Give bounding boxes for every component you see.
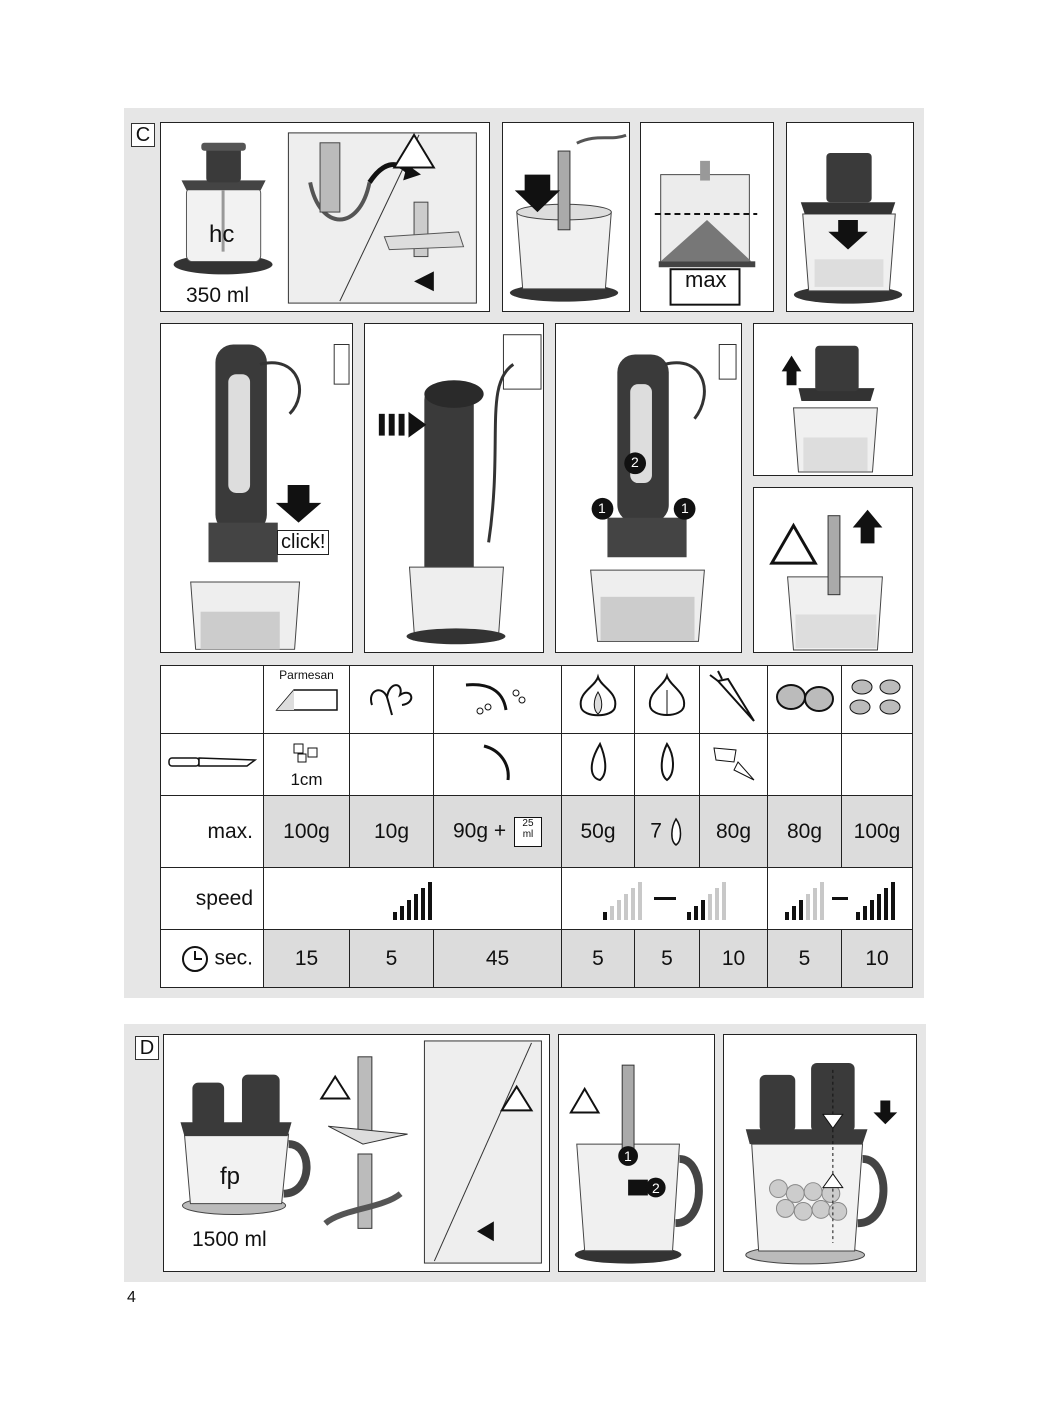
time-row-text: sec.	[214, 946, 253, 970]
panel-fp-insert-blade	[558, 1034, 715, 1272]
max-row-label: max.	[161, 796, 264, 868]
cube-pieces-icon	[290, 740, 324, 764]
hc-bowl-illustration	[161, 123, 489, 311]
chili-half-icon	[478, 740, 518, 784]
max-value-chili-amount: 90g +	[453, 819, 507, 843]
knife-cell	[161, 734, 264, 796]
speed-row-label: speed	[161, 868, 264, 930]
release-step-1-right: 1	[681, 500, 689, 516]
knife-icon	[167, 752, 257, 772]
panel-hc-bowl	[160, 122, 490, 312]
time-value-cheese: 15	[264, 930, 350, 988]
max-value-almond: 100g	[842, 796, 913, 868]
panel-lift-lid	[753, 323, 913, 476]
ingredient-name-parmesan: Parmesan	[279, 667, 334, 682]
hc-bowl-label: hc	[209, 221, 235, 248]
max-value-garlic	[635, 796, 700, 868]
speed-high	[264, 868, 562, 930]
panel-remove-blade	[753, 487, 913, 653]
ingredient-carrot	[700, 666, 768, 734]
water-beaker-icon	[514, 817, 542, 847]
prep-empty-almond	[842, 734, 913, 796]
garlic-clove-icon	[655, 740, 679, 784]
speed-range-dash	[832, 897, 848, 900]
speed-low-to-medium	[562, 868, 768, 930]
time-value-garlic: 5	[635, 930, 700, 988]
max-value-chili	[434, 796, 562, 868]
fp-step-1: 1	[624, 1148, 632, 1164]
prep-empty-parsley	[350, 734, 434, 796]
hc-capacity: 350 ml	[186, 284, 250, 307]
max-value-cheese: 100g	[264, 796, 350, 868]
time-row-label	[161, 930, 264, 988]
almond-icon	[844, 675, 910, 719]
prep-onion	[562, 734, 635, 796]
time-value-almond: 10	[842, 930, 913, 988]
onion-icon	[573, 672, 623, 722]
walnut-icon	[773, 677, 837, 717]
panel-lid-push	[786, 122, 914, 312]
speed-bars-max-icon	[856, 878, 895, 920]
prep-row	[161, 734, 913, 796]
chart-corner-cell	[161, 666, 264, 734]
garlic-icon	[644, 672, 690, 722]
prep-carrot	[700, 734, 768, 796]
max-value-parsley: 10g	[350, 796, 434, 868]
ingredient-garlic	[635, 666, 700, 734]
time-value-carrot: 10	[700, 930, 768, 988]
water-amount-unit: ml	[522, 828, 534, 840]
time-value-onion: 5	[562, 930, 635, 988]
max-value-onion: 50g	[562, 796, 635, 868]
clock-icon	[182, 946, 208, 972]
ingredient-chili	[434, 666, 562, 734]
panel-fp-bowl	[163, 1034, 550, 1272]
max-value-garlic-count: 7	[650, 819, 662, 843]
panel-plug-in	[364, 323, 544, 653]
ingredient-walnut	[768, 666, 842, 734]
section-d-letter: D	[135, 1036, 159, 1060]
prep-garlic	[635, 734, 700, 796]
ingredient-cheese	[264, 666, 350, 734]
section-c-letter: C	[131, 123, 155, 147]
cheese-icon	[272, 682, 342, 716]
prep-chili	[434, 734, 562, 796]
chili-pepper-icon	[458, 675, 538, 719]
click-label: click!	[277, 530, 329, 555]
panel-fp-filled	[723, 1034, 917, 1272]
parsley-icon	[362, 675, 422, 719]
fp-capacity: 1500 ml	[192, 1228, 267, 1251]
cheese-cube-cell	[264, 734, 350, 796]
speed-bars-high-icon	[393, 878, 432, 920]
speed-medium-to-high	[768, 868, 913, 930]
max-value-walnut: 80g	[768, 796, 842, 868]
ingredient-onion	[562, 666, 635, 734]
water-amount-value: 25	[522, 817, 534, 829]
speed-bars-low-icon	[603, 878, 642, 920]
panel-release-motor	[555, 323, 742, 653]
max-value-carrot: 80g	[700, 796, 768, 868]
speed-row	[161, 868, 913, 930]
ingredient-parsley	[350, 666, 434, 734]
max-row	[161, 796, 913, 868]
processing-chart	[160, 665, 913, 988]
ingredient-row	[161, 666, 913, 734]
panel-attach-motor	[160, 323, 353, 653]
fp-step-2: 2	[652, 1180, 660, 1196]
cheese-cube-size: 1cm	[290, 769, 323, 789]
time-value-chili: 45	[434, 930, 562, 988]
time-row	[161, 930, 913, 988]
carrot-pieces-icon	[708, 740, 760, 784]
onion-half-icon	[586, 740, 610, 784]
speed-bars-medium-icon	[687, 878, 726, 920]
page-number: 4	[127, 1289, 136, 1306]
speed-range-dash	[654, 897, 676, 900]
panel-insert-blade	[502, 122, 630, 312]
time-value-parsley: 5	[350, 930, 434, 988]
carrot-icon	[706, 669, 762, 725]
panel-max-fill	[640, 122, 774, 312]
garlic-clove-small-icon	[668, 817, 684, 847]
prep-empty-walnut	[768, 734, 842, 796]
ingredient-almond	[842, 666, 913, 734]
release-step-1-left: 1	[598, 500, 606, 516]
speed-bars-mid-icon	[785, 878, 824, 920]
fp-bowl-label: fp	[220, 1163, 241, 1190]
max-label: max	[685, 267, 727, 292]
release-step-2: 2	[631, 454, 639, 470]
time-value-walnut: 5	[768, 930, 842, 988]
